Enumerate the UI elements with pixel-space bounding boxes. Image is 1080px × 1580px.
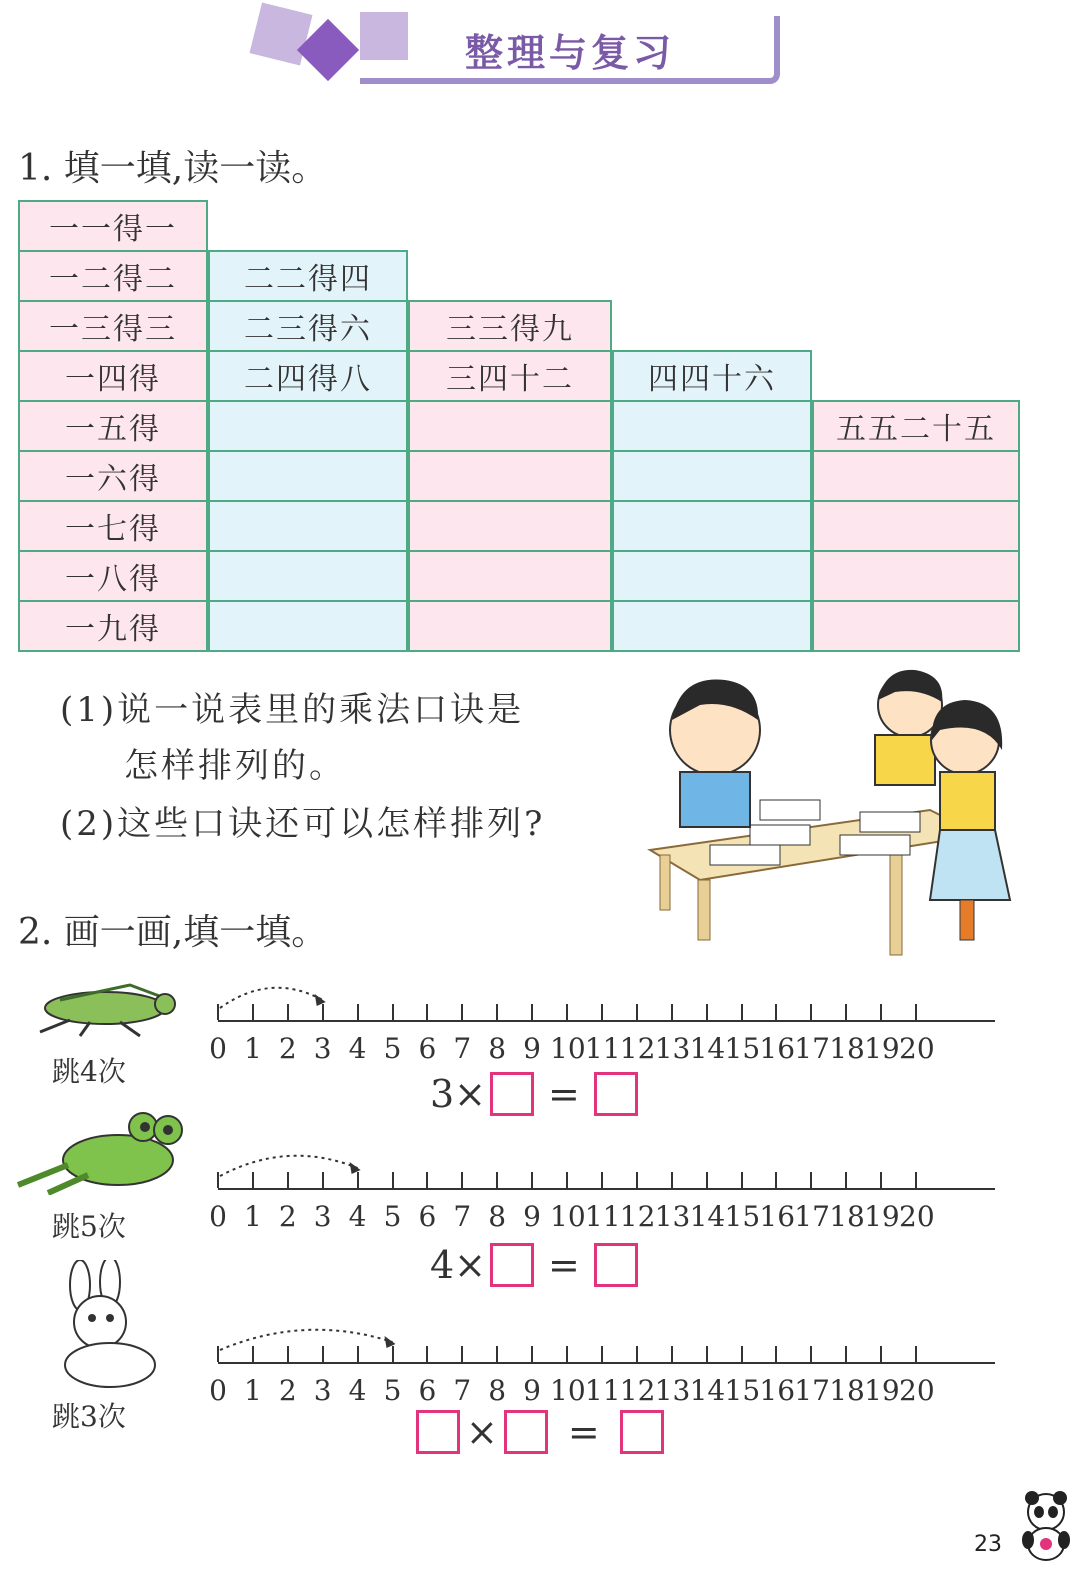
number-line-tick	[426, 1346, 428, 1362]
tick-label: 19	[864, 1200, 900, 1233]
number-line-tick	[461, 1004, 463, 1020]
table-cell[interactable]	[612, 550, 812, 602]
number-line-tick	[531, 1346, 533, 1362]
table-cell: 四四十六	[612, 350, 812, 402]
number-line-tick	[671, 1346, 673, 1362]
table-cell[interactable]	[408, 550, 612, 602]
frog-icon	[8, 1105, 208, 1195]
tick-label: 14	[689, 1032, 726, 1065]
tick-label: 13	[654, 1032, 691, 1065]
rabbit-icon	[30, 1260, 180, 1395]
table-cell[interactable]	[408, 450, 612, 502]
number-line-tick	[810, 1172, 812, 1188]
tick-label: 17	[794, 1374, 830, 1407]
number-line-tick	[566, 1172, 568, 1188]
number-line-tick	[810, 1346, 812, 1362]
tick-label: 15	[724, 1032, 761, 1065]
tick-label: 7	[453, 1374, 472, 1407]
table-cell: 一八得	[18, 550, 208, 602]
table-cell[interactable]	[812, 600, 1020, 652]
section2-heading: 2. 画一画,填一填。	[18, 912, 328, 953]
tick-label: 4	[348, 1200, 367, 1233]
table-cell: 一七得	[18, 500, 208, 552]
number-line-tick	[880, 1004, 882, 1020]
equals-sign: =	[567, 1410, 600, 1454]
table-cell: 一九得	[18, 600, 208, 652]
tick-label: 20	[899, 1032, 935, 1065]
answer-box[interactable]	[504, 1410, 548, 1454]
page-title: 整理与复习	[464, 30, 675, 75]
table-cell: 一二得二	[18, 250, 208, 302]
number-line-tick	[636, 1004, 638, 1020]
table-cell: 一六得	[18, 450, 208, 502]
answer-box[interactable]	[490, 1243, 534, 1287]
tick-label: 13	[654, 1200, 691, 1233]
question-2: (2)这些口诀还可以怎样排列?	[60, 804, 546, 844]
tick-label: 3	[313, 1032, 332, 1065]
grasshopper-icon	[20, 970, 190, 1040]
number-line-tick	[496, 1346, 498, 1362]
tick-label: 0	[209, 1200, 227, 1233]
number-line-tick	[880, 1172, 882, 1188]
tick-label: 10	[550, 1032, 586, 1065]
number-line-tick	[601, 1004, 603, 1020]
answer-box[interactable]	[594, 1072, 638, 1116]
number-line-tick	[741, 1004, 743, 1020]
table-cell: 一一得一	[18, 200, 208, 252]
tick-label: 4	[348, 1032, 367, 1065]
table-cell: 三三得九	[408, 300, 612, 352]
table-cell[interactable]	[208, 500, 408, 552]
tick-label: 0	[209, 1374, 227, 1407]
hop-arrow-icon	[385, 1336, 396, 1348]
table-cell: 二四得八	[208, 350, 408, 402]
tick-label: 13	[654, 1374, 691, 1407]
number-line-tick	[671, 1172, 673, 1188]
tick-label: 8	[488, 1374, 507, 1407]
tick-label: 18	[829, 1200, 865, 1233]
tick-label: 5	[383, 1032, 402, 1065]
hop-arc	[218, 972, 343, 1012]
tick-label: 8	[488, 1032, 507, 1065]
table-cell[interactable]	[208, 450, 408, 502]
number-line-tick	[392, 1004, 394, 1020]
table-cell[interactable]	[208, 600, 408, 652]
table-cell[interactable]	[612, 450, 812, 502]
tick-label: 18	[829, 1374, 865, 1407]
tick-label: 19	[864, 1032, 900, 1065]
hop-arrow-icon	[315, 994, 326, 1006]
table-cell[interactable]	[408, 500, 612, 552]
panda-icon	[1018, 1490, 1074, 1562]
tick-label: 1	[243, 1200, 262, 1233]
tick-label: 10	[550, 1374, 586, 1407]
tick-label: 19	[864, 1374, 900, 1407]
table-cell: 二三得六	[208, 300, 408, 352]
jump-label: 跳3次	[52, 1400, 126, 1433]
number-line-tick	[810, 1004, 812, 1020]
number-line-tick	[741, 1172, 743, 1188]
equation-2	[430, 1243, 638, 1287]
number-line-tick	[392, 1172, 394, 1188]
table-cell: 一三得三	[18, 300, 208, 352]
tick-label: 0	[209, 1032, 227, 1065]
table-cell[interactable]	[812, 450, 1020, 502]
tick-label: 1	[243, 1032, 262, 1065]
number-line-tick	[496, 1004, 498, 1020]
number-line-tick	[915, 1172, 917, 1188]
number-line-tick	[461, 1346, 463, 1362]
tick-label: 9	[523, 1032, 541, 1065]
table-cell[interactable]	[612, 500, 812, 552]
number-line-tick	[915, 1346, 917, 1362]
section1-heading: 1. 填一填,读一读。	[18, 148, 328, 189]
number-line-tick	[775, 1172, 777, 1188]
hop-arc-path	[220, 1156, 358, 1176]
tick-label: 11	[584, 1200, 621, 1233]
number-line-tick	[880, 1346, 882, 1362]
tick-label: 11	[584, 1374, 621, 1407]
number-line-axis	[218, 1362, 995, 1364]
number-line-tick	[671, 1004, 673, 1020]
tick-label: 12	[619, 1032, 656, 1065]
hop-arc	[218, 1140, 378, 1180]
tick-label: 6	[418, 1032, 437, 1065]
number-line-axis	[218, 1020, 995, 1022]
number-line-tick	[531, 1172, 533, 1188]
answer-box[interactable]	[416, 1410, 460, 1454]
question-1-line1: (1)说一说表里的乘法口诀是	[60, 690, 525, 730]
tick-label: 9	[523, 1374, 541, 1407]
tick-label: 17	[794, 1200, 830, 1233]
number-line-tick	[636, 1172, 638, 1188]
number-line-tick	[601, 1346, 603, 1362]
table-cell[interactable]	[208, 550, 408, 602]
tick-label: 14	[689, 1374, 726, 1407]
answer-box[interactable]	[490, 1072, 534, 1116]
tick-label: 8	[488, 1200, 507, 1233]
tick-label: 12	[619, 1374, 656, 1407]
hop-arrow-icon	[350, 1162, 361, 1174]
tick-label: 6	[418, 1200, 437, 1233]
number-line-tick	[636, 1346, 638, 1362]
tick-label: 20	[899, 1200, 935, 1233]
tick-label: 2	[278, 1032, 297, 1065]
number-line-tick	[566, 1346, 568, 1362]
page-number: 23	[974, 1532, 1002, 1557]
tick-label: 3	[313, 1374, 332, 1407]
tick-label: 1	[243, 1374, 262, 1407]
equals-sign: =	[548, 1072, 580, 1116]
number-line-tick	[601, 1172, 603, 1188]
equation-factor: 3×	[430, 1072, 487, 1116]
tick-label: 15	[724, 1200, 761, 1233]
tick-label: 3	[313, 1200, 332, 1233]
tick-label: 2	[278, 1374, 297, 1407]
tick-label: 5	[383, 1374, 402, 1407]
tick-label: 10	[550, 1200, 586, 1233]
tick-label: 16	[759, 1032, 796, 1065]
equation-3	[416, 1410, 664, 1454]
number-line-tick	[357, 1004, 359, 1020]
tick-label: 17	[794, 1032, 830, 1065]
jump-label: 跳4次	[52, 1055, 126, 1088]
question-1-line2: 怎样排列的。	[124, 746, 346, 786]
table-cell[interactable]	[812, 500, 1020, 552]
table-cell: 一四得	[18, 350, 208, 402]
table-cell[interactable]	[408, 600, 612, 652]
tick-label: 16	[759, 1374, 796, 1407]
tick-label: 12	[619, 1200, 656, 1233]
number-line-tick	[706, 1172, 708, 1188]
number-line-tick	[531, 1004, 533, 1020]
hop-arc-path	[220, 988, 323, 1008]
table-cell[interactable]	[408, 400, 612, 452]
number-line-tick	[845, 1346, 847, 1362]
answer-box[interactable]	[594, 1243, 638, 1287]
table-cell[interactable]	[208, 400, 408, 452]
number-line-tick	[775, 1004, 777, 1020]
answer-box[interactable]	[620, 1410, 664, 1454]
tick-label: 6	[418, 1374, 437, 1407]
times-sign: ×	[466, 1410, 498, 1454]
tick-label: 15	[724, 1374, 761, 1407]
table-cell: 三四十二	[408, 350, 612, 402]
number-line-tick	[706, 1004, 708, 1020]
table-cell: 一五得	[18, 400, 208, 452]
number-line-tick	[775, 1346, 777, 1362]
number-line-tick	[426, 1004, 428, 1020]
tick-label: 20	[899, 1374, 935, 1407]
jump-label: 跳5次	[52, 1210, 126, 1243]
table-cell[interactable]	[612, 600, 812, 652]
number-line-tick	[566, 1004, 568, 1020]
equation-factor: 4×	[430, 1243, 487, 1287]
equation-1	[430, 1072, 638, 1116]
tick-label: 5	[383, 1200, 402, 1233]
table-cell[interactable]	[812, 550, 1020, 602]
table-cell: 二二得四	[208, 250, 408, 302]
number-line-tick	[461, 1172, 463, 1188]
number-line-tick	[845, 1172, 847, 1188]
tick-label: 7	[453, 1200, 472, 1233]
table-cell[interactable]	[612, 400, 812, 452]
hop-arc	[218, 1314, 413, 1354]
children-illustration	[640, 660, 1020, 960]
tick-label: 9	[523, 1200, 541, 1233]
number-line-tick	[741, 1346, 743, 1362]
tick-label: 16	[759, 1200, 796, 1233]
number-line-tick	[496, 1172, 498, 1188]
number-line-tick	[845, 1004, 847, 1020]
table-cell: 五五二十五	[812, 400, 1020, 452]
tick-label: 2	[278, 1200, 297, 1233]
tick-label: 7	[453, 1032, 472, 1065]
hop-arc-path	[220, 1330, 393, 1350]
number-line-tick	[426, 1172, 428, 1188]
number-line-tick	[915, 1004, 917, 1020]
tick-label: 18	[829, 1032, 865, 1065]
equals-sign: =	[548, 1243, 580, 1287]
tick-label: 4	[348, 1374, 367, 1407]
tick-label: 11	[584, 1032, 621, 1065]
number-line-axis	[218, 1188, 995, 1190]
tick-label: 14	[689, 1200, 726, 1233]
number-line-tick	[706, 1346, 708, 1362]
